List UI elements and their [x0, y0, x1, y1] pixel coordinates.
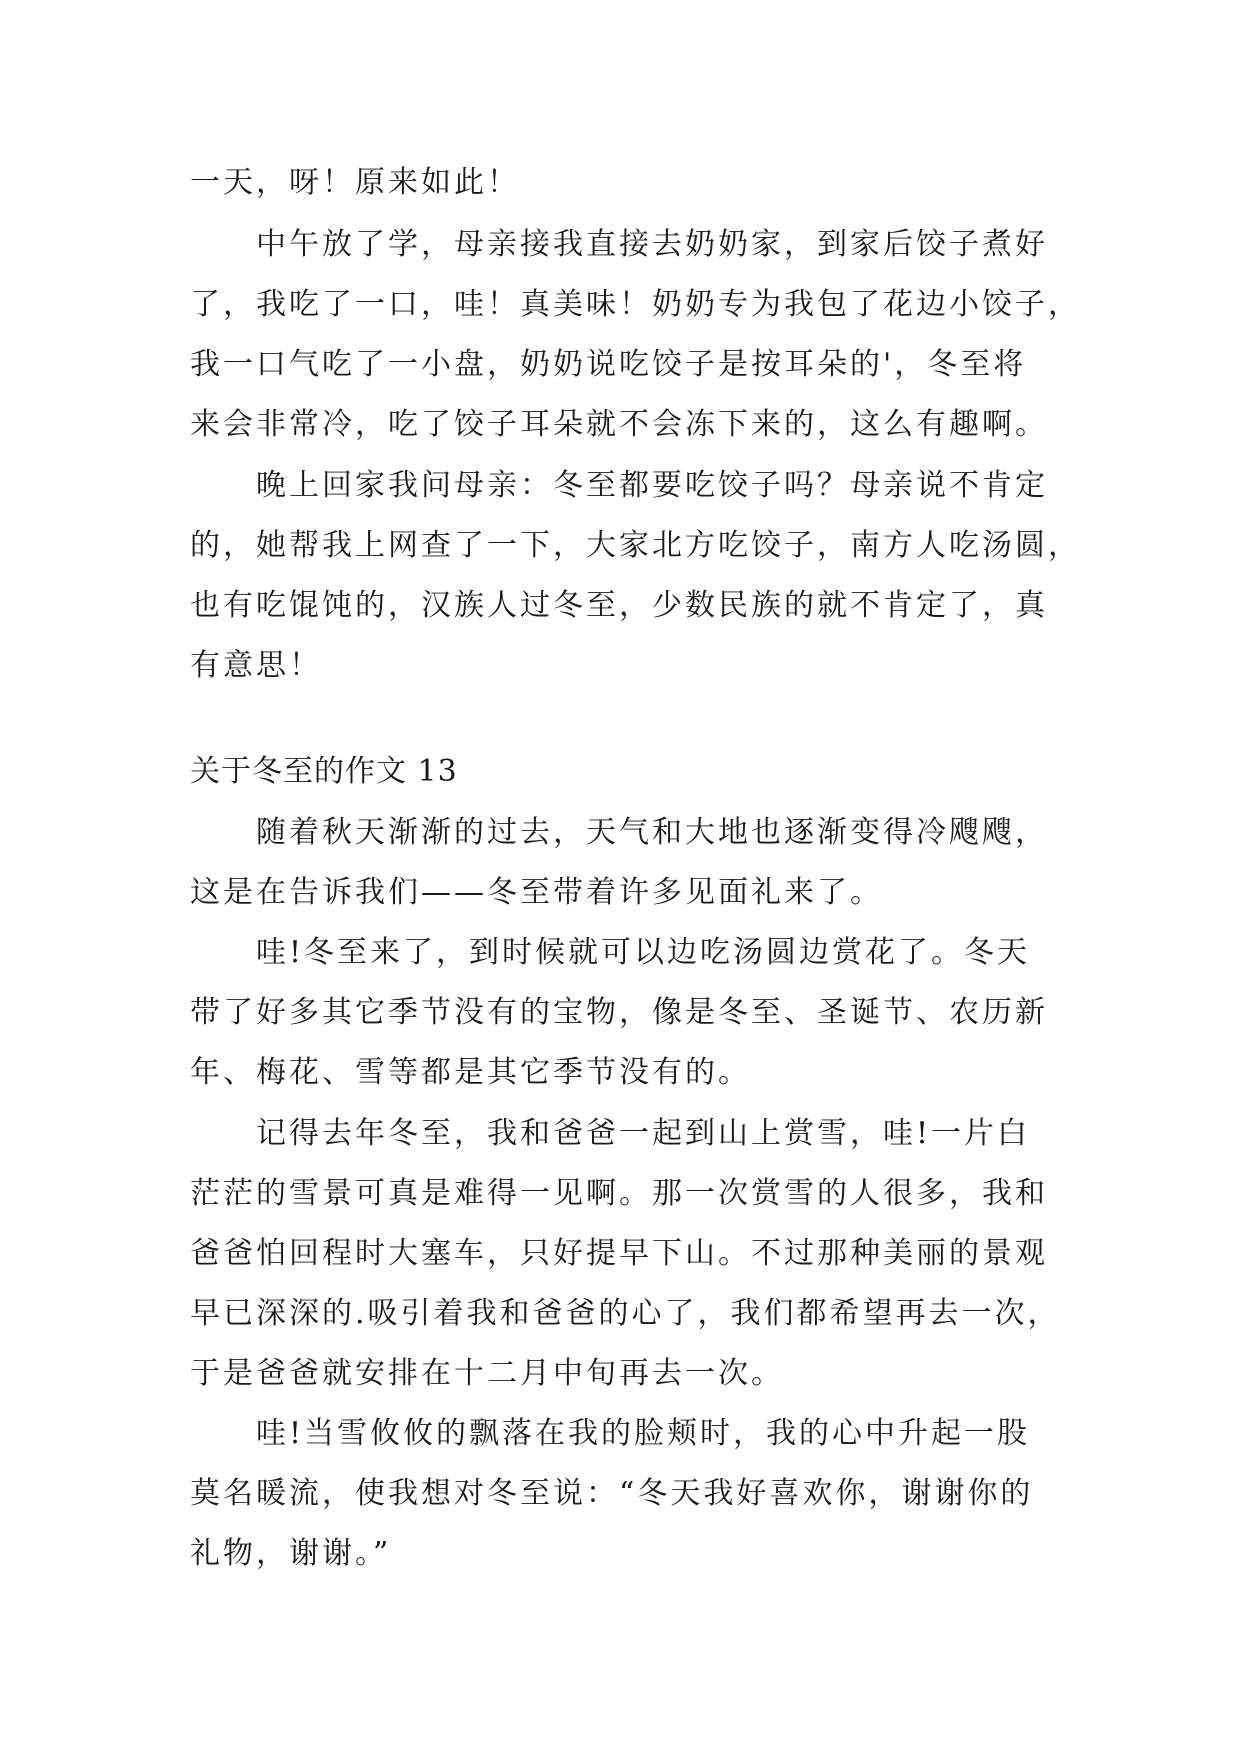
text-line: 随着秋天渐渐的过去，天气和大地也逐渐变得冷飕飕， — [256, 815, 1048, 850]
text-line: 年、梅花、雪等都是其它季节没有的。 — [190, 1055, 751, 1090]
text-line: 一天，呀！原来如此！ — [190, 165, 520, 200]
text-line: 有意思！ — [190, 648, 322, 683]
text-line: 我一口气吃了一小盘，奶奶说吃饺子是按耳朵的'，冬至将 — [190, 347, 1027, 382]
text-line: 晚上回家我问母亲：冬至都要吃饺子吗？母亲说不肯定 — [256, 468, 1048, 503]
text-line: 带了好多其它季节没有的宝物，像是冬至、圣诞节、农历新 — [190, 995, 1048, 1030]
text-line: 来会非常冷，吃了饺子耳朵就不会冻下来的，这么有趣啊。 — [190, 407, 1048, 442]
text-line: 也有吃馄饨的，汉族人过冬至，少数民族的就不肯定了，真 — [190, 588, 1048, 623]
text-line: 记得去年冬至，我和爸爸一起到山上赏雪，哇!一片白 — [256, 1116, 1031, 1151]
text-line: 中午放了学，母亲接我直接去奶奶家，到家后饺子煮好 — [256, 227, 1048, 262]
text-line: 爸爸怕回程时大塞车，只好提早下山。不过那种美丽的景观 — [190, 1236, 1048, 1271]
text-line: 莫名暖流，使我想对冬至说：“冬天我好喜欢你，谢谢你的 — [190, 1476, 1034, 1511]
text-line: 哇!当雪攸攸的飘落在我的脸颊时，我的心中升起一股 — [256, 1416, 1031, 1451]
text-line: 茫茫的雪景可真是难得一见啊。那一次赏雪的人很多，我和 — [190, 1176, 1048, 1211]
text-line: 于是爸爸就安排在十二月中旬再去一次。 — [190, 1356, 784, 1391]
text-line: 礼物，谢谢。” — [190, 1536, 392, 1571]
text-line: 早已深深的.吸引着我和爸爸的心了，我们都希望再去一次， — [190, 1296, 1061, 1331]
text-line: 的，她帮我上网查了一下，大家北方吃饺子，南方人吃汤圆， — [190, 528, 1081, 563]
text-line: 哇!冬至来了，到时候就可以边吃汤圆边赏花了。冬天 — [256, 935, 1031, 970]
text-line: 了，我吃了一口，哇！真美味！奶奶专为我包了花边小饺子， — [190, 287, 1081, 322]
essay-title: 关于冬至的作文 13 — [190, 754, 458, 789]
text-line: 这是在告诉我们——冬至带着许多见面礼来了。 — [190, 875, 883, 910]
